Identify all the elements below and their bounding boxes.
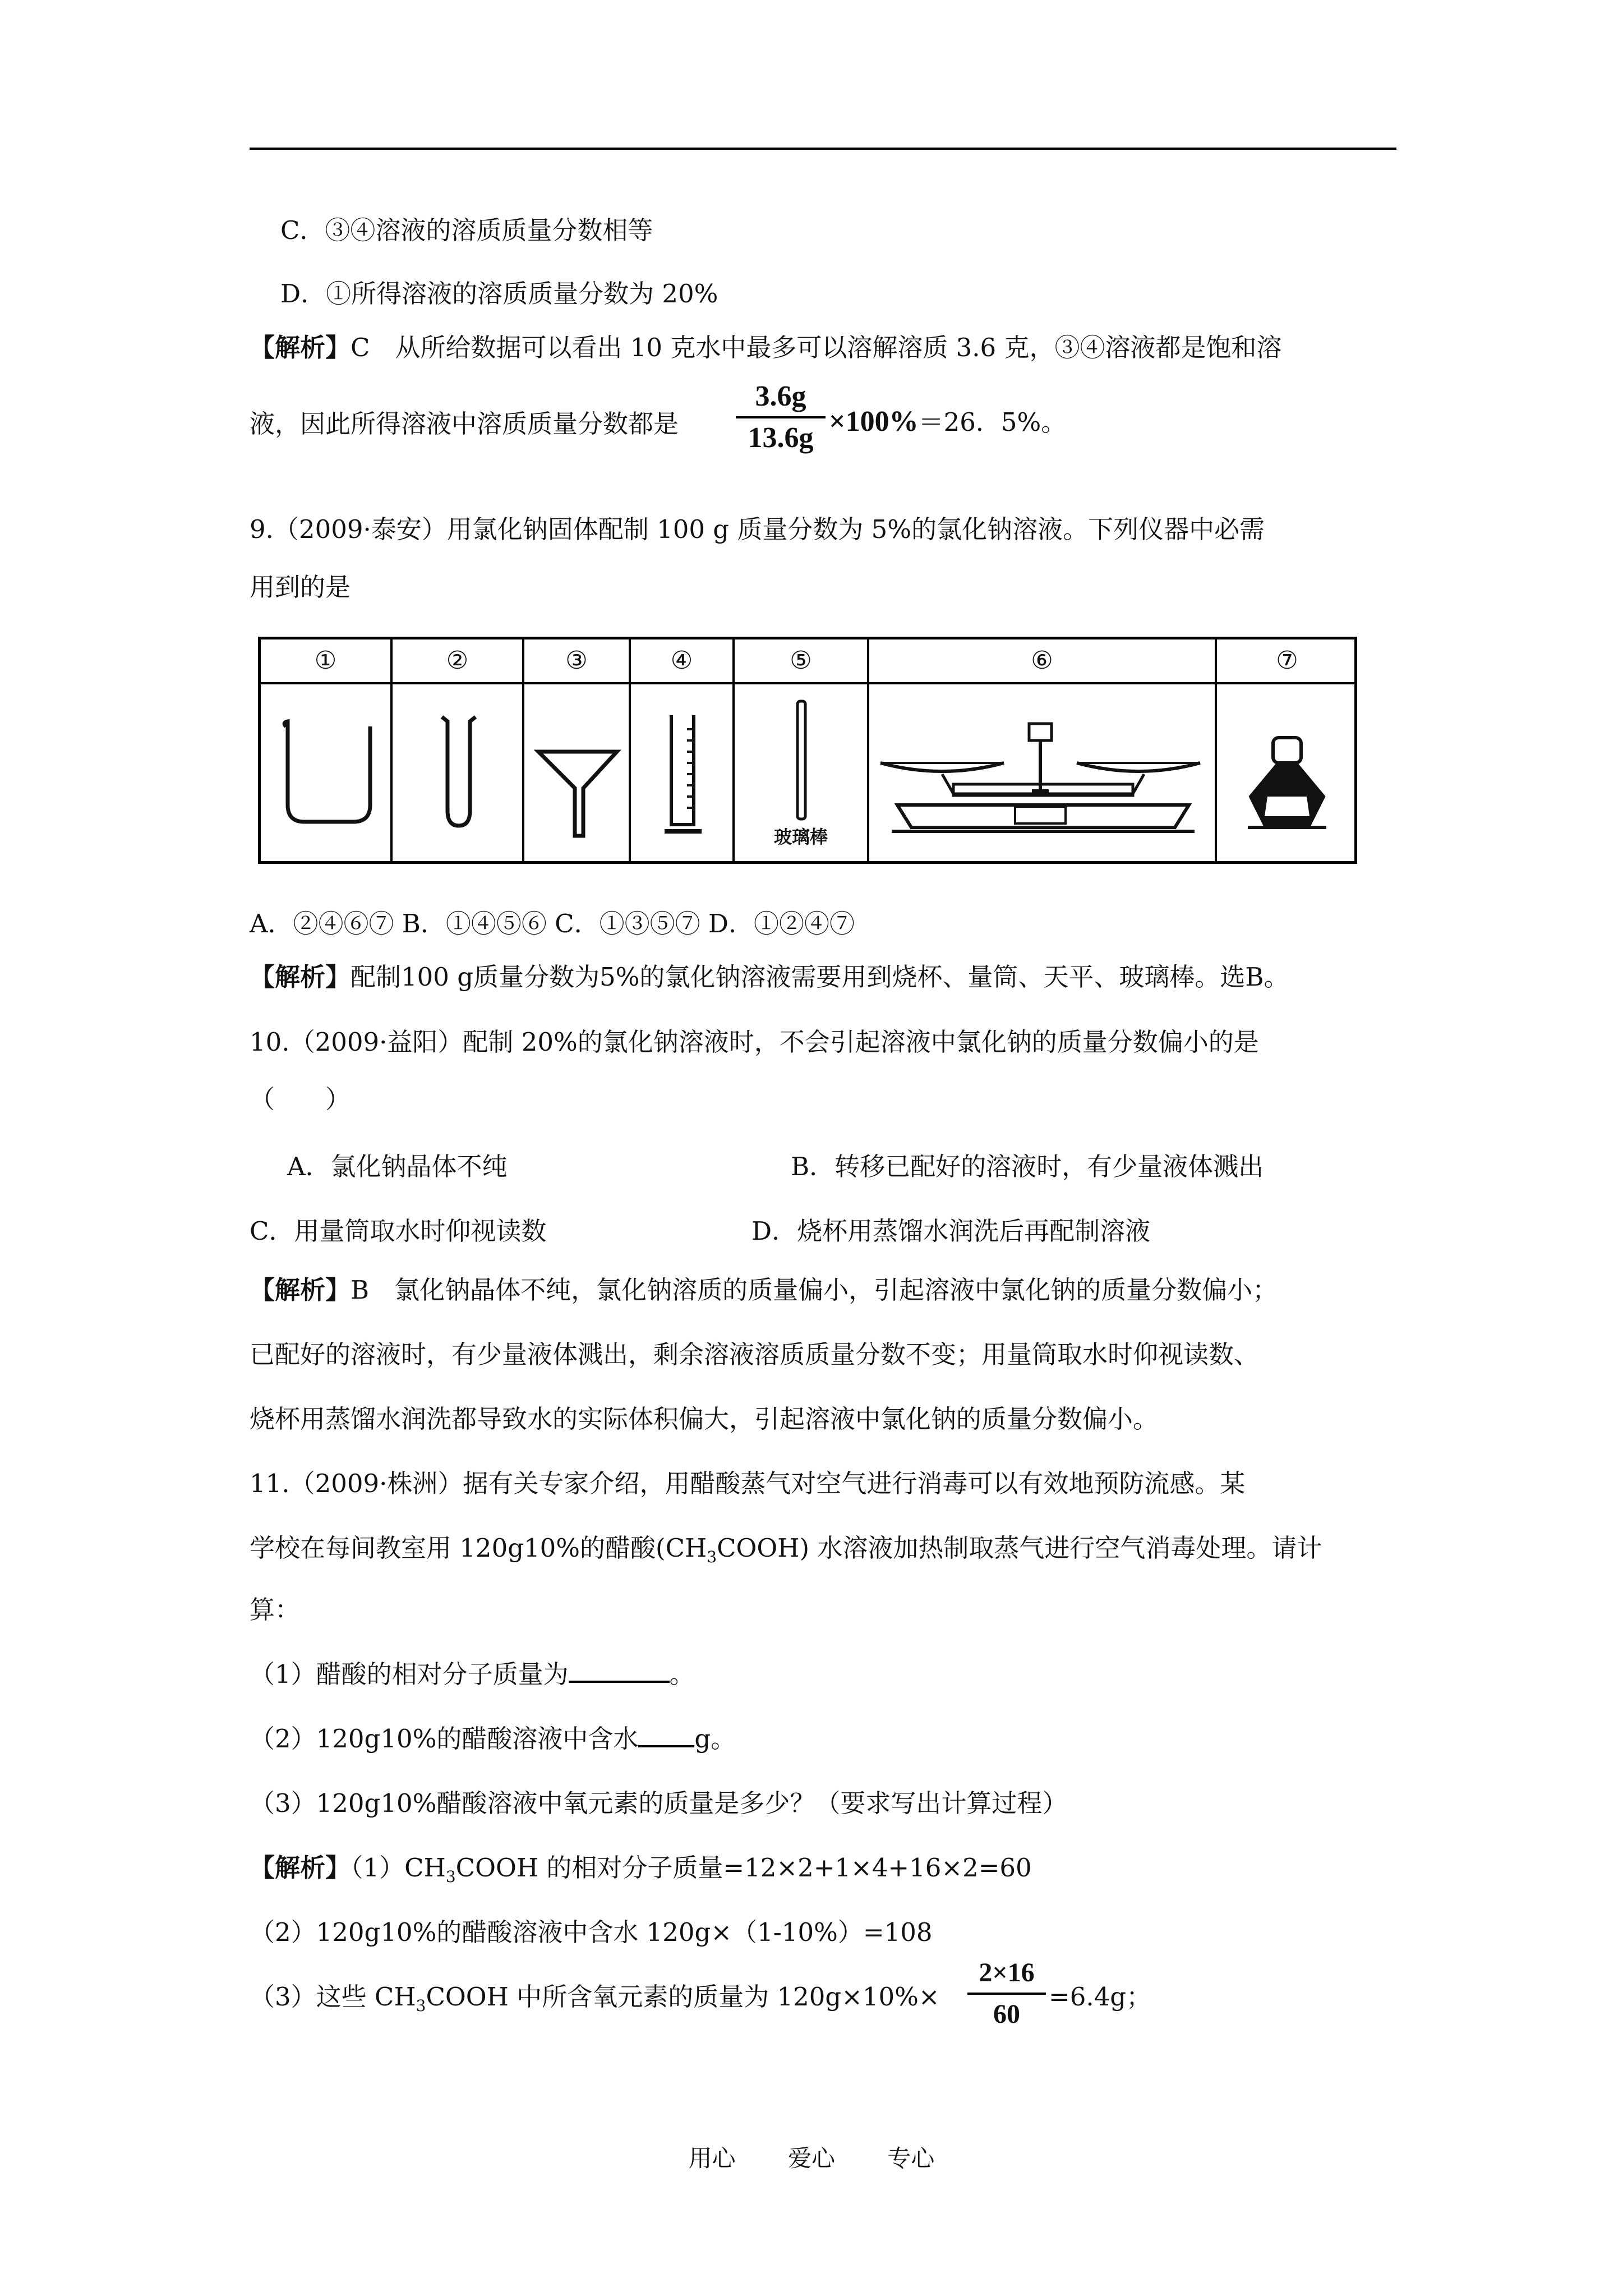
footer-text: 用心 [688, 2145, 736, 2172]
q11-line2-pre: 学校在每间教室用 120g10%的醋酸(CH [250, 1533, 707, 1563]
analysis-text: （1）CH [351, 1853, 446, 1883]
q9-line1: 9.（2009·泰安）用氯化钠固体配制 100 g 质量分数为 5%的氯化钠溶液。下列仪器中必需 [250, 514, 1265, 544]
apparatus-number: ⑦ [1217, 639, 1357, 684]
answer-blank[interactable] [569, 1658, 670, 1683]
analysis-q9 [250, 960, 1289, 994]
q11-part3: （3）120g10%醋酸溶液中氧元素的质量是多少？（要求写出计算过程） [250, 1788, 1068, 1818]
apparatus-number: ⑤ [735, 639, 867, 684]
apparatus-balance [869, 639, 1217, 861]
q9-options: A．②④⑥⑦ B．①④⑤⑥ C．①③⑤⑦ D．①②④⑦ [250, 909, 855, 938]
q10-paren: （ ） [250, 1084, 351, 1114]
q11-part2-text: （2）120g10%的醋酸溶液中含水 [250, 1724, 639, 1754]
funnel-icon [524, 684, 631, 864]
apparatus-test-tube [393, 639, 524, 861]
q11-part2-end: g。 [694, 1724, 736, 1754]
apparatus-number: ④ [631, 639, 732, 684]
option-c: C．③④溶液的溶质质量分数相等 [280, 215, 653, 245]
analysis-q11-1 [250, 1851, 1032, 1894]
analysis-q11-3 [250, 1980, 940, 2023]
footer-text: 专心 [887, 2145, 935, 2172]
analysis-text: 配制100 g质量分数为5%的氯化钠溶液需要用到烧杯、量筒、天平、玻璃棒。选B。 [351, 962, 1289, 992]
apparatus-glass-rod [735, 639, 869, 861]
q11-part1-end: 。 [669, 1659, 695, 1689]
page-footer [0, 2140, 1623, 2174]
apparatus-figure [258, 637, 1357, 864]
analysis-text: COOH 中所含氧元素的质量为 120g×10%× [426, 1982, 940, 2012]
q11-part1 [250, 1658, 695, 1691]
analysis-q8-line2-post [829, 405, 1066, 439]
analysis-label: 【解析】 [250, 962, 351, 992]
q11-line2 [250, 1531, 1322, 1574]
q11-line3: 算： [250, 1595, 301, 1625]
fraction-numerator: 3.6g [755, 380, 806, 412]
apparatus-number: ② [393, 639, 522, 684]
analysis-q11-2: （2）120g10%的醋酸溶液中含水 120g×（1-10%）=108 [250, 1917, 933, 1947]
answer-blank[interactable] [638, 1723, 694, 1747]
analysis-label: 【解析】 [250, 1853, 351, 1883]
fraction-2x16-over-60 [967, 1955, 1046, 2032]
apparatus-alcohol-lamp [1217, 639, 1357, 861]
subscript: 3 [445, 1867, 456, 1886]
q10-option-c: C．用量筒取水时仰视读数 [250, 1216, 547, 1246]
apparatus-number: ⑥ [869, 639, 1215, 684]
times-100-percent: ×100% [829, 406, 919, 438]
apparatus-number: ① [261, 639, 390, 684]
subscript: 3 [707, 1548, 717, 1566]
apparatus-graduated-cylinder [631, 639, 735, 861]
analysis-q11-3-result: =6.4g； [1049, 1982, 1152, 2012]
analysis-text: COOH 的相对分子质量=12×2+1×4+16×2=60 [455, 1853, 1032, 1883]
result-percent: ＝26．5%。 [918, 407, 1067, 437]
q10-line1: 10.（2009·益阳）配制 20%的氯化钠溶液时，不会引起溶液中氯化钠的质量分数偏小的是 [250, 1027, 1259, 1057]
fraction-denominator: 60 [993, 1999, 1020, 2029]
analysis-q10-line3: 烧杯用蒸馏水润洗都导致水的实际体积偏大，引起溶液中氯化钠的质量分数偏小。 [250, 1404, 1159, 1434]
fraction-denominator: 13.6g [748, 422, 814, 454]
q10-option-d: D．烧杯用蒸馏水润洗后再配制溶液 [751, 1216, 1151, 1246]
q10-option-b: B．转移已配好的溶液时，有少量液体溅出 [791, 1152, 1264, 1181]
balance-icon [869, 684, 1217, 864]
q11-line2-post: COOH) 水溶液加热制取蒸气进行空气消毒处理。请计 [717, 1533, 1322, 1563]
option-d: D．①所得溶液的溶质质量分数为 20% [280, 279, 718, 309]
q9-line2: 用到的是 [250, 572, 351, 602]
glass-rod-caption: 玻璃棒 [773, 826, 828, 848]
apparatus-funnel [524, 639, 631, 861]
analysis-q10-line1 [250, 1273, 1278, 1307]
q11-line1: 11.（2009·株洲）据有关专家介绍，用醋酸蒸气对空气进行消毒可以有效地预防流感。某 [250, 1469, 1246, 1498]
alcohol-lamp-icon [1217, 684, 1357, 864]
test-tube-icon [393, 684, 524, 864]
analysis-text: B 氯化钠晶体不纯，氯化钠溶质的质量偏小，引起溶液中氯化钠的质量分数偏小； [351, 1275, 1278, 1305]
fraction-3.6-over-13.6 [736, 379, 826, 455]
apparatus-beaker [261, 639, 393, 861]
q10-option-a: A．氯化钠晶体不纯 [287, 1152, 508, 1181]
fraction-numerator: 2×16 [979, 1958, 1035, 1987]
analysis-q10-line2: 已配好的溶液时，有少量液体溅出，剩余溶液溶质质量分数不变；用量筒取水时仰视读数、 [250, 1340, 1260, 1369]
analysis-label: 【解析】 [250, 333, 351, 362]
beaker-icon [261, 684, 393, 864]
subscript: 3 [416, 1996, 426, 2015]
analysis-label: 【解析】 [250, 1275, 351, 1305]
footer-text: 爱心 [787, 2145, 835, 2172]
analysis-text: （3）这些 CH [250, 1982, 416, 2012]
analysis-q8-line2-pre: 液，因此所得溶液中溶质质量分数都是 [250, 409, 679, 439]
apparatus-number: ③ [524, 639, 629, 684]
q11-part2 [250, 1722, 736, 1756]
analysis-q8-line1 [250, 331, 1282, 365]
graduated-cylinder-icon [631, 684, 735, 864]
analysis-text: C 从所给数据可以看出 10 克水中最多可以溶解溶质 3.6 克，③④溶液都是饱和溶 [351, 333, 1282, 362]
q11-part1-text: （1）醋酸的相对分子质量为 [250, 1659, 569, 1689]
header-rule [250, 148, 1396, 150]
